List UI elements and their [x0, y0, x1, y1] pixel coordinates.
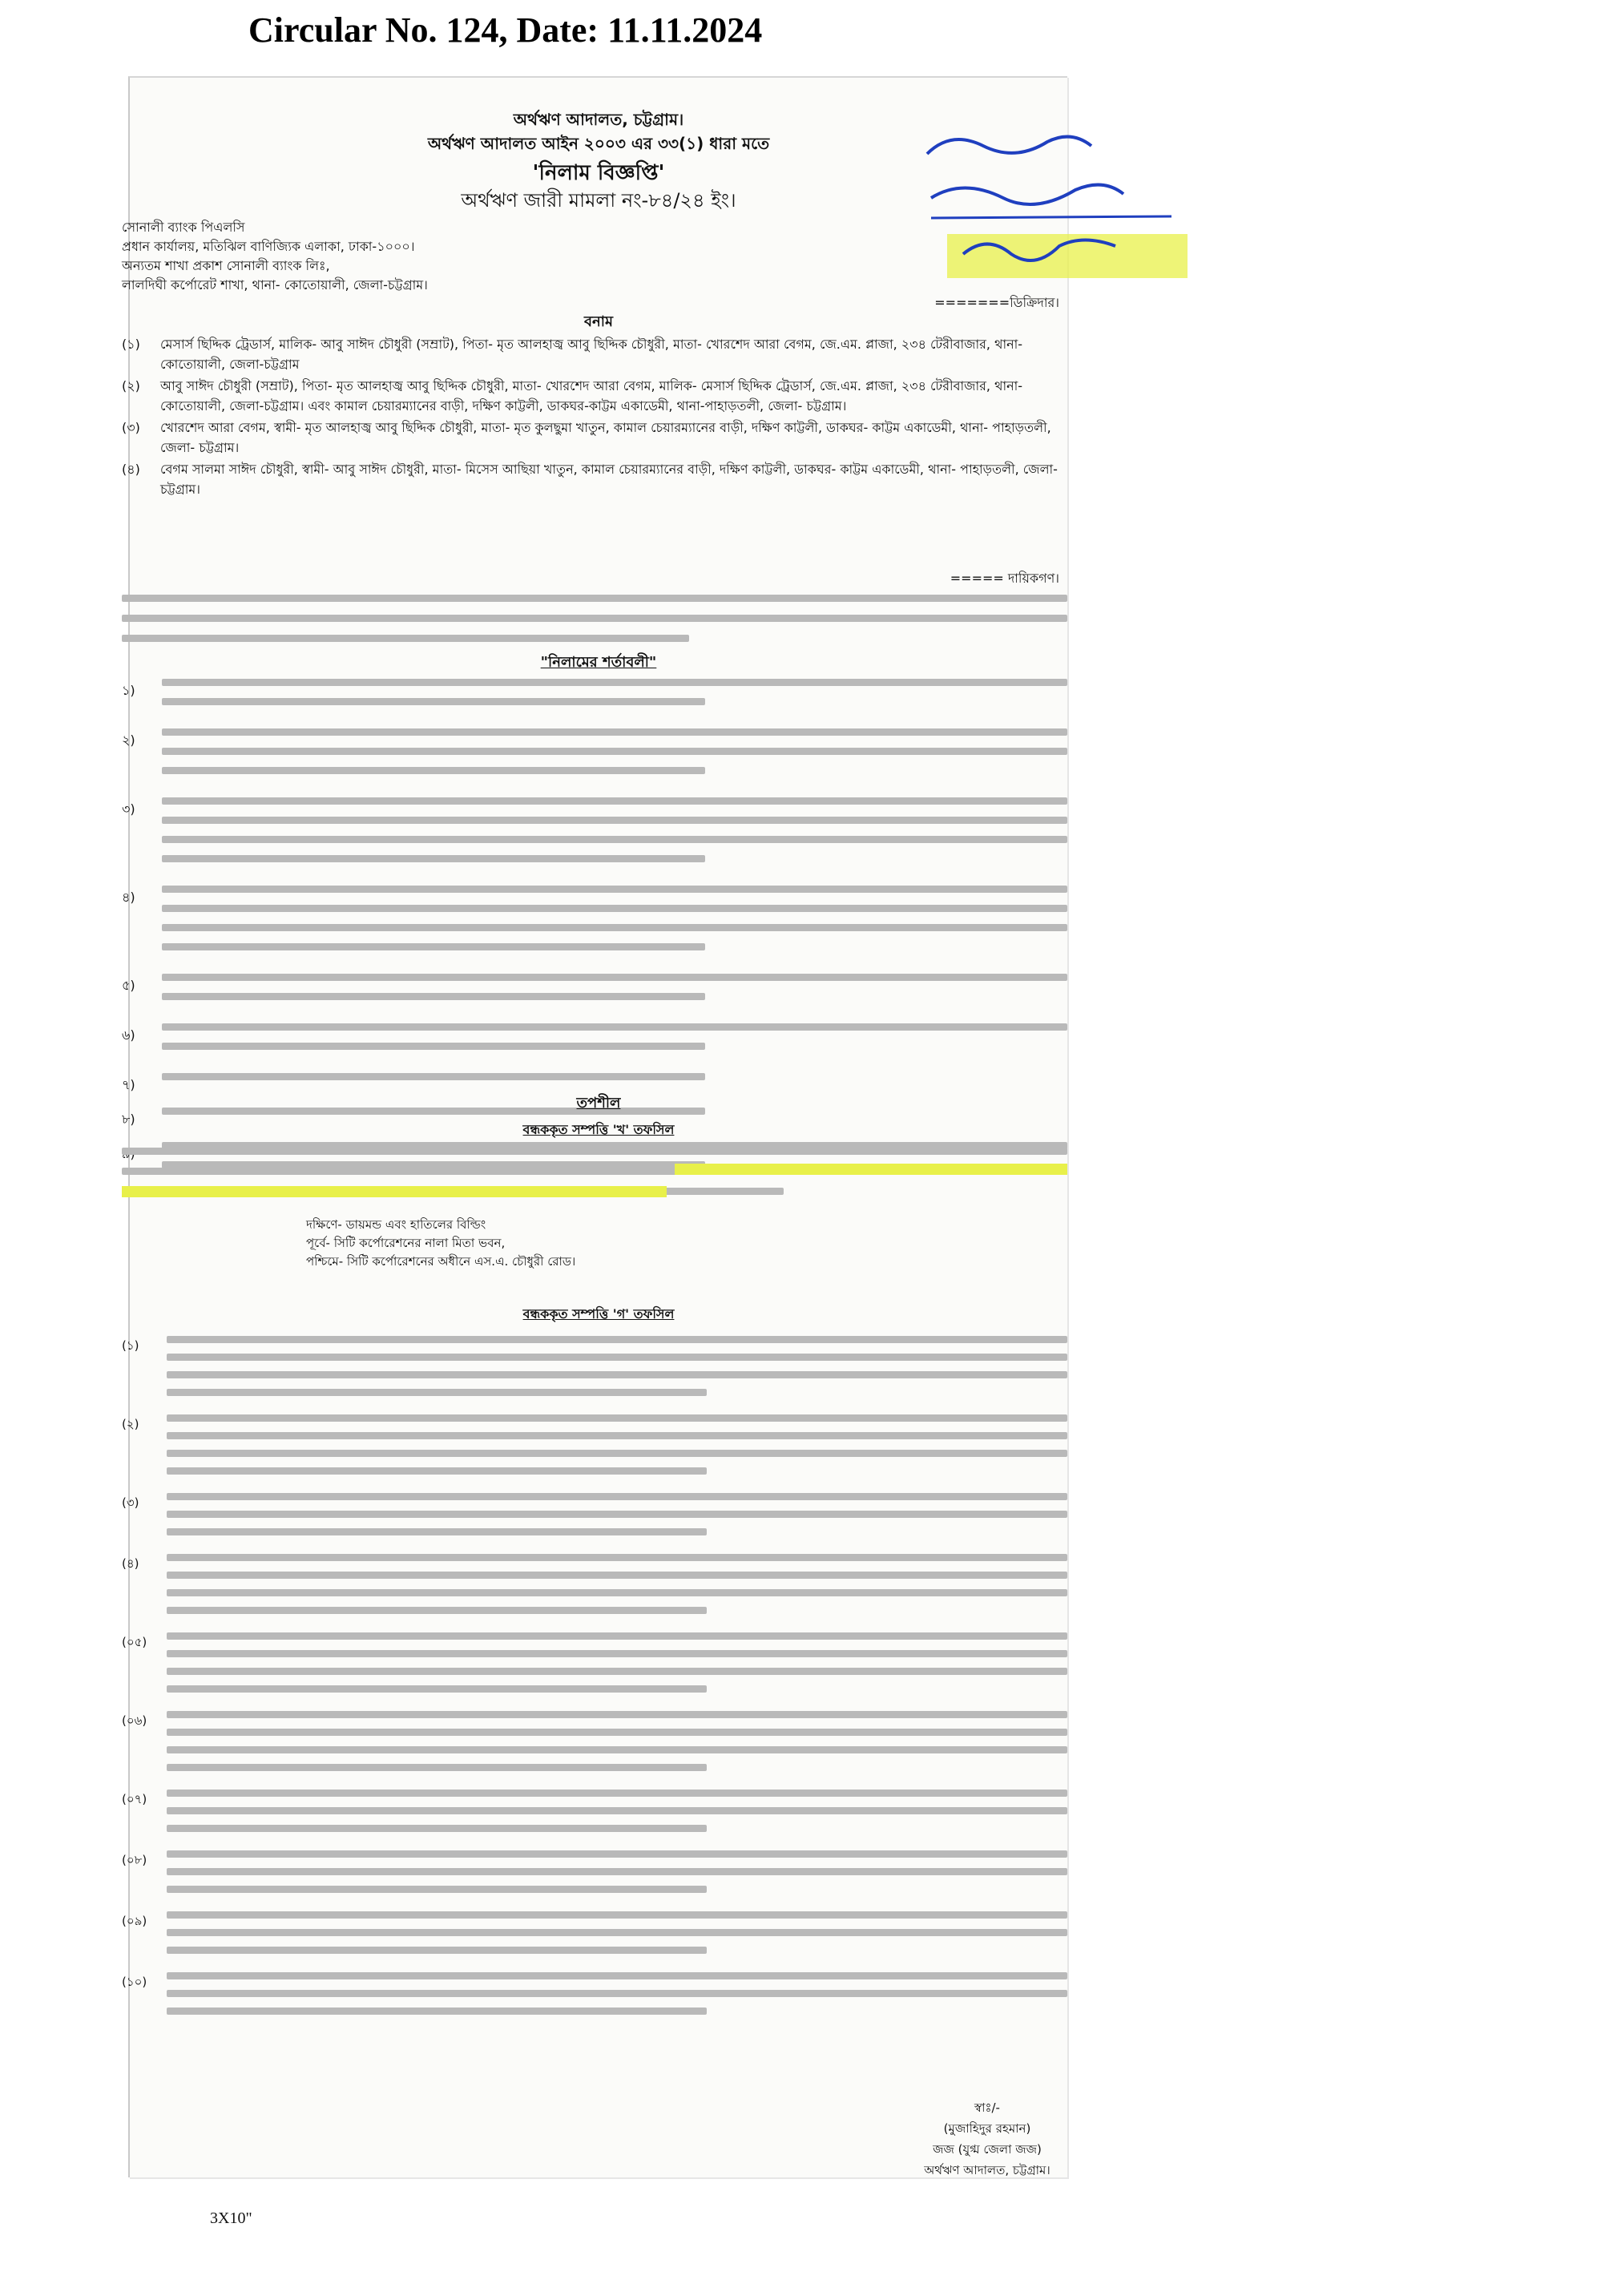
schedule-kha-title: বন্ধককৃত সম্পত্তি 'খ' তফসিল	[522, 1122, 675, 1137]
plaintiff-role: =======ডিক্রিদার।	[934, 295, 1059, 310]
highlight-mark	[122, 1186, 667, 1197]
term-number: ৫)	[122, 978, 135, 993]
term-item	[122, 974, 1067, 1012]
schedule-ga-item	[122, 1972, 1067, 2025]
notice-intro-paragraph	[122, 595, 1067, 655]
schedule-ga-item	[122, 1493, 1067, 1546]
defendant-number: (৩)	[122, 420, 140, 435]
schedule-ga-item	[122, 1336, 1067, 1406]
defendant-number: (৪)	[122, 462, 140, 477]
ad-size-label: 3X10"	[210, 2209, 252, 2227]
act-line: অর্থঋণ আদালত আইন ২০০৩ এর ৩৩(১) ধারা মতে	[427, 134, 770, 153]
term-number: ১)	[122, 683, 135, 698]
schedule-ga-text	[167, 1632, 1067, 1703]
schedule-ga-number: (০৮)	[122, 1853, 147, 1867]
plaintiff-line: প্রধান কার্যালয়, মতিঝিল বাণিজ্যিক এলাকা, ঢাকা-১০০০।	[122, 239, 415, 254]
boundary-line: পশ্চিমে- সিটি কর্পোরেশনের অধীনে এস.এ. চৌধুরী রোড।	[306, 1254, 576, 1269]
schedule-ga-text	[167, 1972, 1067, 2025]
defendant-text: আবু সাঈদ চৌধুরী (সম্রাট), পিতা- মৃত আলহাজ্ব আবু ছিদ্দিক চৌধুরী, মাতা- খোরশেদ আরা বেগম, মালিক- মেসার্স ছিদ্দিক ট্রেডার্স, জে.এম. প্লাজা, ২৩৪ টেরীবাজার, থানা-কোতোয়ালী, জেলা-চট্টগ্রাম। এবং কামাল চেয়ারম্যানের বাড়ী, দক্ষিণ কাট্টলী, ডাকঘর-কাট্টম একাডেমী, থানা-পাহাড়তলী, জেলা- চট্টগ্রাম।	[160, 378, 1023, 414]
schedule-ga-text	[167, 1850, 1067, 1903]
schedule-ga-number: (১)	[122, 1338, 139, 1353]
term-item	[122, 728, 1067, 786]
term-item	[122, 1023, 1067, 1062]
signature-line: অর্থঋণ আদালত, চট্টগ্রাম।	[924, 2163, 1050, 2177]
schedule-ga-text	[167, 1911, 1067, 1964]
schedule-ga-text	[167, 1790, 1067, 1842]
defendant-text: মেসার্স ছিদ্দিক ট্রেডার্স, মালিক- আবু সাঈদ চৌধুরী (সম্রাট), পিতা- মৃত আলহাজ্ব আবু ছিদ্দিক চৌধুরী, মাতা- খোরশেদ আরা বেগম, জে.এম. প্লাজা, ২৩৪ টেরীবাজার, থানা-কোতোয়ালী, জেলা-চট্টগ্রাম	[160, 337, 1023, 372]
schedule-kha-text	[122, 1148, 1067, 1208]
schedule-ga-item	[122, 1850, 1067, 1903]
plaintiff-line: লালদিঘী কর্পোরেট শাখা, থানা- কোতোয়ালী, জেলা-চট্টগ্রাম।	[122, 277, 428, 293]
term-number: ৬)	[122, 1027, 135, 1043]
term-number: ২)	[122, 732, 135, 748]
court-title: অর্থঋণ আদালত, চট্টগ্রাম।	[513, 110, 684, 129]
plaintiff-line: অন্যতম শাখা প্রকাশ সোনালী ব্যাংক লিঃ,	[122, 258, 330, 273]
term-number: ৭)	[122, 1077, 135, 1092]
versus-label: বনাম	[584, 313, 613, 330]
case-number: অর্থঋণ জারী মামলা নং-৮৪/২৪ ইং।	[461, 189, 736, 212]
schedule-ga-text	[167, 1493, 1067, 1546]
term-number: ৩)	[122, 801, 135, 817]
defendant-item	[122, 418, 1067, 458]
schedule-ga-text	[167, 1554, 1067, 1624]
terms-title: "নিলামের শর্তাবলী"	[540, 654, 657, 671]
schedule-ga-number: (১০)	[122, 1975, 147, 1989]
schedule-ga-number: (২)	[122, 1417, 139, 1431]
signature-line: জজ (যুগ্ম জেলা জজ)	[933, 2142, 1042, 2157]
defendant-number: (১)	[122, 337, 140, 352]
plaintiff-line: সোনালী ব্যাংক পিএলসি	[122, 220, 245, 235]
defendant-text: খোরশেদ আরা বেগম, স্বামী- মৃত আলহাজ্ব আবু ছিদ্দিক চৌধুরী, মাতা- মৃত কুলছুমা খাতুন, কামাল চেয়ারম্যানের বাড়ী, দক্ষিণ কাট্টলী, ডাকঘর- কাট্টম একাডেমী, থানা- পাহাড়তলী, জেলা- চট্টগ্রাম।	[160, 420, 1051, 455]
highlight-mark	[675, 1164, 1067, 1175]
schedule-ga-item	[122, 1414, 1067, 1485]
term-item	[122, 886, 1067, 962]
term-number: ৪)	[122, 890, 135, 905]
signature-block	[899, 2097, 1075, 2181]
schedule-ga-number: (০৬)	[122, 1713, 147, 1728]
defendant-role: ===== দায়িকগণ।	[950, 571, 1059, 586]
schedule-ga-text	[167, 1336, 1067, 1406]
defendant-text: বেগম সালমা সাঈদ চৌধুরী, স্বামী- আবু সাঈদ চৌধুরী, মাতা- মিসেস আছিয়া খাতুন, কামাল চেয়ারম্যানের বাড়ী, দক্ষিণ কাট্টলী, ডাকঘর- কাট্টম একাডেমী, থানা- পাহাড়তলী, জেলা- চট্টগ্রাম।	[160, 462, 1058, 497]
schedule-ga-item	[122, 1711, 1067, 1782]
plaintiff-block	[122, 218, 428, 295]
defendant-item	[122, 334, 1067, 374]
schedule-ga-text	[167, 1414, 1067, 1485]
schedule-ga-text	[167, 1711, 1067, 1782]
defendant-number: (২)	[122, 378, 140, 393]
schedule-ga-number: (০৭)	[122, 1792, 147, 1806]
schedule-ga-item	[122, 1911, 1067, 1964]
schedule-ga-number: (৩)	[122, 1495, 139, 1510]
defendant-item	[122, 376, 1067, 416]
defendants-list	[122, 334, 1067, 501]
term-item	[122, 679, 1067, 717]
notice-title: 'নিলাম বিজ্ঞপ্তি'	[532, 161, 665, 185]
schedule-title: তপশীল	[576, 1095, 621, 1112]
schedule-ga-item	[122, 1790, 1067, 1842]
defendant-item	[122, 459, 1067, 499]
boundary-line: দক্ষিণে- ডায়মন্ড এবং হাতিলের বিল্ডিং	[306, 1217, 486, 1232]
signature-line: (মুজাহিদুর রহমান)	[943, 2121, 1031, 2136]
term-number: ৮)	[122, 1112, 135, 1127]
newspaper-clipping	[122, 76, 1067, 2227]
schedule-ga-item	[122, 1554, 1067, 1624]
schedule-ga-title: বন্ধককৃত সম্পত্তি 'গ' তফসিল	[522, 1306, 675, 1322]
circular-header: Circular No. 124, Date: 11.11.2024	[248, 10, 763, 50]
schedule-ga-list	[122, 1336, 1067, 2033]
schedule-ga-item	[122, 1632, 1067, 1703]
signature-line: স্বাঃ/-	[974, 2100, 1000, 2115]
schedule-ga-number: (০৫)	[122, 1635, 147, 1649]
schedule-kha-boundaries	[306, 1216, 1252, 1271]
term-item	[122, 797, 1067, 874]
schedule-ga-number: (৪)	[122, 1556, 139, 1571]
boundary-line: পূর্বে- সিটি কর্পোরেশনের নালা মিতা ভবন,	[306, 1236, 506, 1250]
schedule-ga-number: (০৯)	[122, 1914, 147, 1928]
